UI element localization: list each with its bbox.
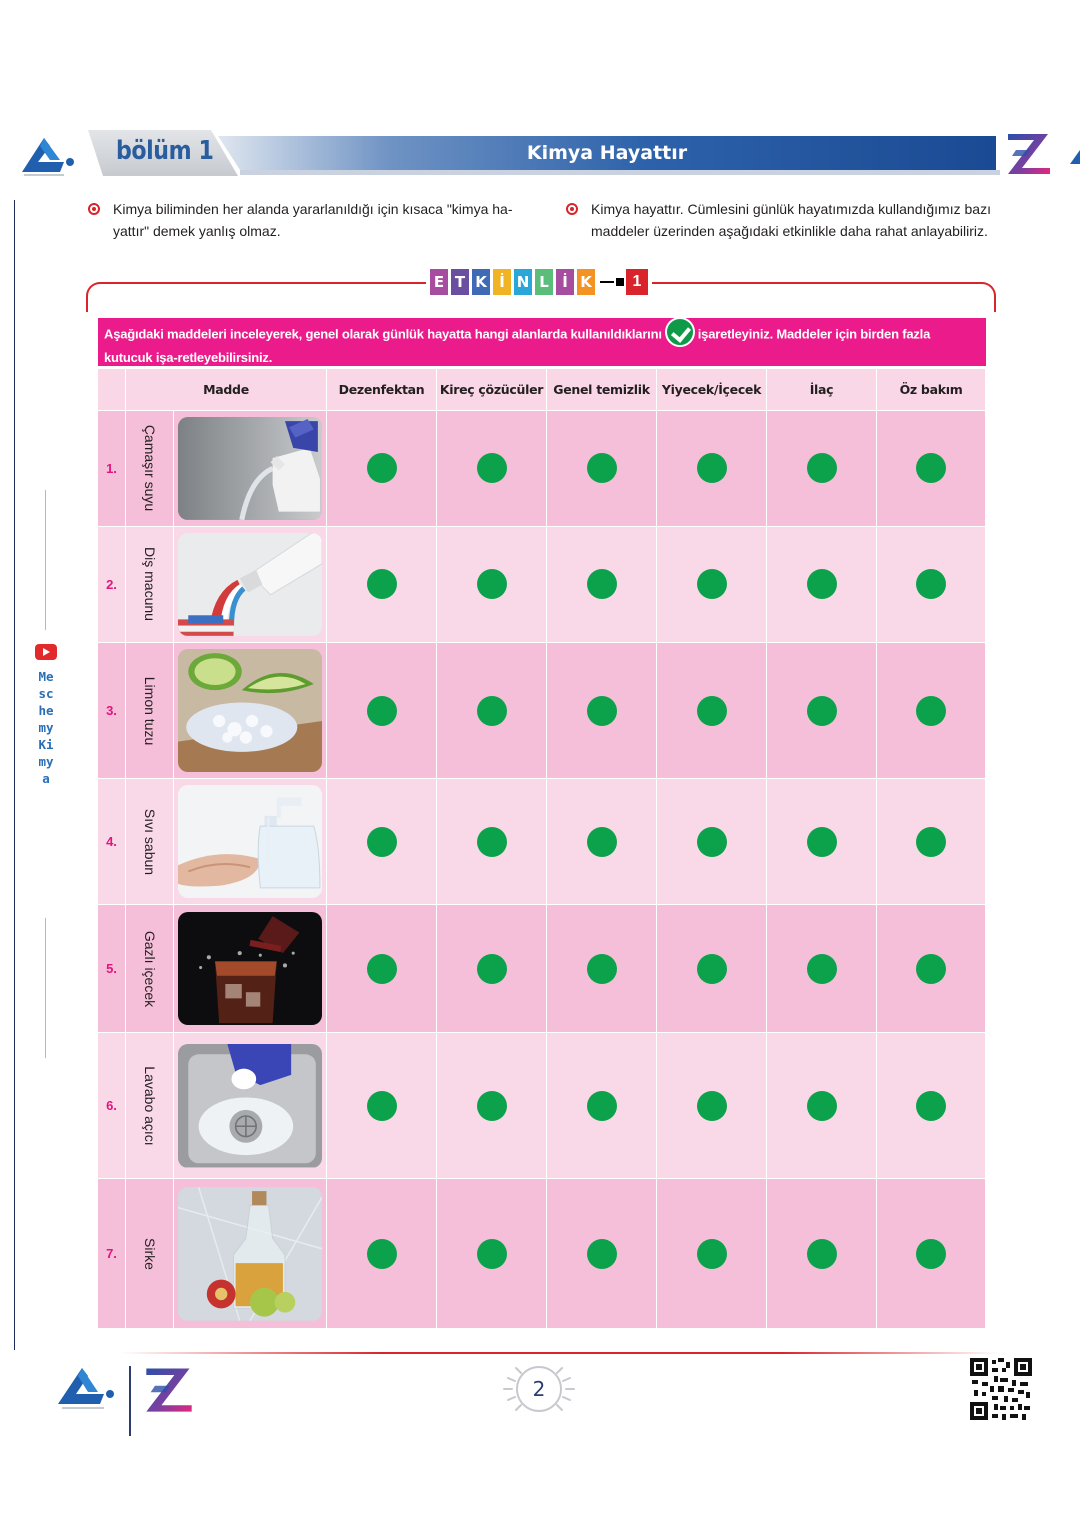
checkbox-cell[interactable] xyxy=(877,411,986,527)
substance-photo-cell xyxy=(174,526,327,642)
header-cell-spacer xyxy=(98,369,126,411)
checkbox-cell[interactable] xyxy=(327,779,437,905)
checkbox-dot-icon[interactable] xyxy=(807,696,837,726)
table-row xyxy=(98,642,986,778)
qr-code-icon[interactable] xyxy=(970,1358,1032,1420)
checkbox-cell[interactable] xyxy=(657,1179,767,1329)
column-header-substance: Madde xyxy=(126,369,327,411)
table-row xyxy=(98,411,986,527)
checkbox-dot-icon[interactable] xyxy=(367,1239,397,1269)
activity-badge-dash xyxy=(600,281,614,283)
row-number: 3. xyxy=(98,642,126,778)
row-number: 2. xyxy=(98,526,126,642)
checkbox-cell[interactable] xyxy=(327,411,437,527)
checkbox-dot-icon[interactable] xyxy=(477,827,507,857)
checkbox-dot-icon[interactable] xyxy=(587,827,617,857)
checkbox-dot-icon[interactable] xyxy=(807,453,837,483)
substance-photo-cell xyxy=(174,1179,327,1329)
checkbox-dot-icon[interactable] xyxy=(587,954,617,984)
row-number: 6. xyxy=(98,1033,126,1179)
checkbox-dot-icon[interactable] xyxy=(477,1091,507,1121)
column-header-medicine: İlaç xyxy=(767,369,877,411)
checkbox-dot-icon[interactable] xyxy=(916,1091,946,1121)
substance-name: Sirke xyxy=(141,1237,158,1270)
column-header-food-drink: Yiyecek/İçecek xyxy=(657,369,767,411)
checkbox-cell[interactable] xyxy=(767,411,877,527)
table-row xyxy=(98,1179,986,1329)
row-number: 7. xyxy=(98,1179,126,1329)
checkbox-cell[interactable] xyxy=(877,905,986,1033)
substance-photo xyxy=(178,1187,322,1321)
activity-letter: N xyxy=(514,269,532,295)
checkbox-dot-icon[interactable] xyxy=(916,453,946,483)
substance-name: Sıvı sabun xyxy=(141,808,158,875)
checkbox-cell[interactable] xyxy=(327,526,437,642)
checkbox-cell[interactable] xyxy=(767,1033,877,1179)
checkbox-cell[interactable] xyxy=(877,526,986,642)
checkbox-cell[interactable] xyxy=(547,779,657,905)
intro-paragraph-right xyxy=(566,198,1006,242)
checkbox-cell[interactable] xyxy=(437,642,547,778)
side-divider-bottom xyxy=(45,918,46,1058)
checkbox-cell[interactable] xyxy=(767,526,877,642)
column-header-personal-care: Öz bakım xyxy=(877,369,986,411)
page-header xyxy=(0,120,1080,190)
checkbox-cell[interactable] xyxy=(547,1179,657,1329)
checkbox-cell[interactable] xyxy=(877,1179,986,1329)
substance-name-cell xyxy=(126,411,174,527)
footer-divider xyxy=(129,1366,131,1436)
left-margin-rule xyxy=(14,200,15,1350)
table-row xyxy=(98,526,986,642)
title-stripe xyxy=(240,170,1000,175)
instruction-text-end: işaretleyiniz. Maddeler için birden fazla kutucuk işa-retleyebilirsiniz. xyxy=(104,326,931,365)
checkbox-dot-icon[interactable] xyxy=(807,1091,837,1121)
intro-right-text: Kimya hayattır. Cümlesini günlük hayatımızda kullandığımız bazı maddeler üzerinden aşağıdaki etkinlikle daha rahat anlayabiliriz. xyxy=(591,201,991,239)
checkbox-dot-icon[interactable] xyxy=(367,954,397,984)
substance-photo xyxy=(178,417,322,520)
checkbox-dot-icon[interactable] xyxy=(587,696,617,726)
checkbox-cell[interactable] xyxy=(547,905,657,1033)
substance-photo-cell xyxy=(174,1033,327,1179)
checkbox-cell[interactable] xyxy=(437,411,547,527)
checkbox-dot-icon[interactable] xyxy=(807,1239,837,1269)
checkbox-dot-icon[interactable] xyxy=(697,827,727,857)
checkbox-cell[interactable] xyxy=(327,1179,437,1329)
activity-letter: İ xyxy=(493,269,511,295)
intro-paragraph-left xyxy=(88,198,528,242)
checkbox-cell[interactable] xyxy=(547,1033,657,1179)
checkbox-dot-icon[interactable] xyxy=(477,954,507,984)
substance-name-cell xyxy=(126,1033,174,1179)
substance-name: Lavabo açıcı xyxy=(141,1066,158,1146)
checkbox-cell[interactable] xyxy=(327,642,437,778)
checkbox-dot-icon[interactable] xyxy=(367,1091,397,1121)
bullet-icon xyxy=(88,203,100,215)
checkbox-cell[interactable] xyxy=(767,905,877,1033)
substance-name: Gazlı içecek xyxy=(141,930,158,1008)
checkbox-cell[interactable] xyxy=(547,411,657,527)
substance-photo-cell xyxy=(174,779,327,905)
substance-photo-cell xyxy=(174,411,327,527)
bullet-icon xyxy=(566,203,578,215)
substance-name: Limon tuzu xyxy=(141,676,158,745)
table-row xyxy=(98,905,986,1033)
checkbox-dot-icon[interactable] xyxy=(587,1239,617,1269)
checkbox-cell[interactable] xyxy=(437,905,547,1033)
activity-letter: E xyxy=(430,269,448,295)
substance-photo xyxy=(178,1044,322,1167)
substance-name-cell xyxy=(126,642,174,778)
column-header-descaler: Kireç çözücüler xyxy=(437,369,547,411)
checkbox-dot-icon[interactable] xyxy=(697,696,727,726)
substance-name-cell xyxy=(126,1179,174,1329)
checkbox-dot-icon[interactable] xyxy=(697,453,727,483)
activity-letter: K xyxy=(472,269,490,295)
checkbox-cell[interactable] xyxy=(877,779,986,905)
checkbox-dot-icon[interactable] xyxy=(697,954,727,984)
checkbox-dot-icon[interactable] xyxy=(477,1239,507,1269)
substance-photo xyxy=(178,785,322,898)
activity-badge xyxy=(426,268,652,296)
checkbox-dot-icon[interactable] xyxy=(587,453,617,483)
table-row xyxy=(98,779,986,905)
activity-instruction xyxy=(98,318,986,366)
checkbox-cell[interactable] xyxy=(877,642,986,778)
checkbox-cell[interactable] xyxy=(437,779,547,905)
checkbox-cell[interactable] xyxy=(767,1179,877,1329)
checkbox-dot-icon[interactable] xyxy=(367,569,397,599)
checkbox-dot-icon[interactable] xyxy=(916,827,946,857)
checkbox-dot-icon[interactable] xyxy=(477,696,507,726)
checkbox-cell[interactable] xyxy=(437,1033,547,1179)
checkbox-cell[interactable] xyxy=(327,905,437,1033)
checkbox-cell[interactable] xyxy=(437,526,547,642)
footer-z-logo-icon xyxy=(142,1362,196,1416)
column-header-disinfectant: Dezenfektan xyxy=(327,369,437,411)
substance-name-cell xyxy=(126,779,174,905)
checkbox-dot-icon[interactable] xyxy=(367,827,397,857)
checkbox-dot-icon[interactable] xyxy=(367,696,397,726)
substance-name-cell xyxy=(126,905,174,1033)
activity-badge-square xyxy=(616,278,624,286)
checkbox-cell[interactable] xyxy=(437,1179,547,1329)
section-label: bölüm 1 xyxy=(116,136,214,166)
publisher-arrow-logo-icon xyxy=(20,132,78,178)
checkbox-cell[interactable] xyxy=(767,779,877,905)
instruction-text-start: Aşağıdaki maddeleri inceleyerek, genel olarak günlük hayatta hangi alanlarda kullanıldıklarını xyxy=(104,326,662,342)
checkbox-cell[interactable] xyxy=(767,642,877,778)
z-brand-logo-icon xyxy=(1004,128,1054,178)
checkbox-dot-icon[interactable] xyxy=(916,569,946,599)
table-row xyxy=(98,1033,986,1179)
checkbox-cell[interactable] xyxy=(657,411,767,527)
checkbox-dot-icon[interactable] xyxy=(697,1091,727,1121)
substance-photo-cell xyxy=(174,905,327,1033)
checkbox-cell[interactable] xyxy=(657,1033,767,1179)
checkbox-cell[interactable] xyxy=(327,1033,437,1179)
checkbox-cell[interactable] xyxy=(877,1033,986,1179)
checkbox-cell[interactable] xyxy=(657,526,767,642)
youtube-icon[interactable] xyxy=(35,644,57,660)
activity-letter: T xyxy=(451,269,469,295)
substance-photo xyxy=(178,912,322,1025)
side-brand-text: Meschemy Kimya xyxy=(38,669,54,786)
checkbox-cell[interactable] xyxy=(547,642,657,778)
page-title: Kimya Hayattır xyxy=(526,142,688,164)
row-number: 4. xyxy=(98,779,126,905)
page-number: 2 xyxy=(516,1366,562,1412)
row-number: 5. xyxy=(98,905,126,1033)
checkbox-dot-icon[interactable] xyxy=(697,1239,727,1269)
table-header-row xyxy=(98,369,986,411)
substance-photo-cell xyxy=(174,642,327,778)
checkbox-dot-icon[interactable] xyxy=(587,1091,617,1121)
checkbox-dot-icon[interactable] xyxy=(916,1239,946,1269)
row-number: 1. xyxy=(98,411,126,527)
checkbox-cell[interactable] xyxy=(657,779,767,905)
intro-left-text: Kimya biliminden her alanda yararlanıldığı için kısaca "kimya ha-yattır" demek yanlış olmaz. xyxy=(113,201,513,239)
checkbox-dot-icon[interactable] xyxy=(697,569,727,599)
checkbox-cell[interactable] xyxy=(547,526,657,642)
activity-table xyxy=(97,368,986,1329)
checkbox-dot-icon[interactable] xyxy=(587,569,617,599)
footer-arrow-logo-icon xyxy=(56,1362,118,1410)
checkbox-cell[interactable] xyxy=(657,905,767,1033)
substance-name: Diş macunu xyxy=(141,547,158,622)
checkbox-dot-icon[interactable] xyxy=(367,453,397,483)
activity-letter: K xyxy=(577,269,595,295)
checkbox-dot-icon[interactable] xyxy=(916,696,946,726)
checkmark-icon xyxy=(665,317,695,347)
corner-arrow-icon xyxy=(1070,150,1080,164)
column-header-general-cleaning: Genel temizlik xyxy=(547,369,657,411)
checkbox-dot-icon[interactable] xyxy=(807,827,837,857)
activity-letter: L xyxy=(535,269,553,295)
substance-name-cell xyxy=(126,526,174,642)
substance-photo xyxy=(178,533,322,636)
checkbox-dot-icon[interactable] xyxy=(477,453,507,483)
checkbox-dot-icon[interactable] xyxy=(477,569,507,599)
activity-number: 1 xyxy=(626,269,648,295)
substance-photo xyxy=(178,649,322,772)
side-divider-top xyxy=(45,490,46,630)
substance-name: Çamaşır suyu xyxy=(141,425,158,512)
checkbox-dot-icon[interactable] xyxy=(916,954,946,984)
activity-letter: İ xyxy=(556,269,574,295)
checkbox-dot-icon[interactable] xyxy=(807,569,837,599)
checkbox-cell[interactable] xyxy=(657,642,767,778)
checkbox-dot-icon[interactable] xyxy=(807,954,837,984)
